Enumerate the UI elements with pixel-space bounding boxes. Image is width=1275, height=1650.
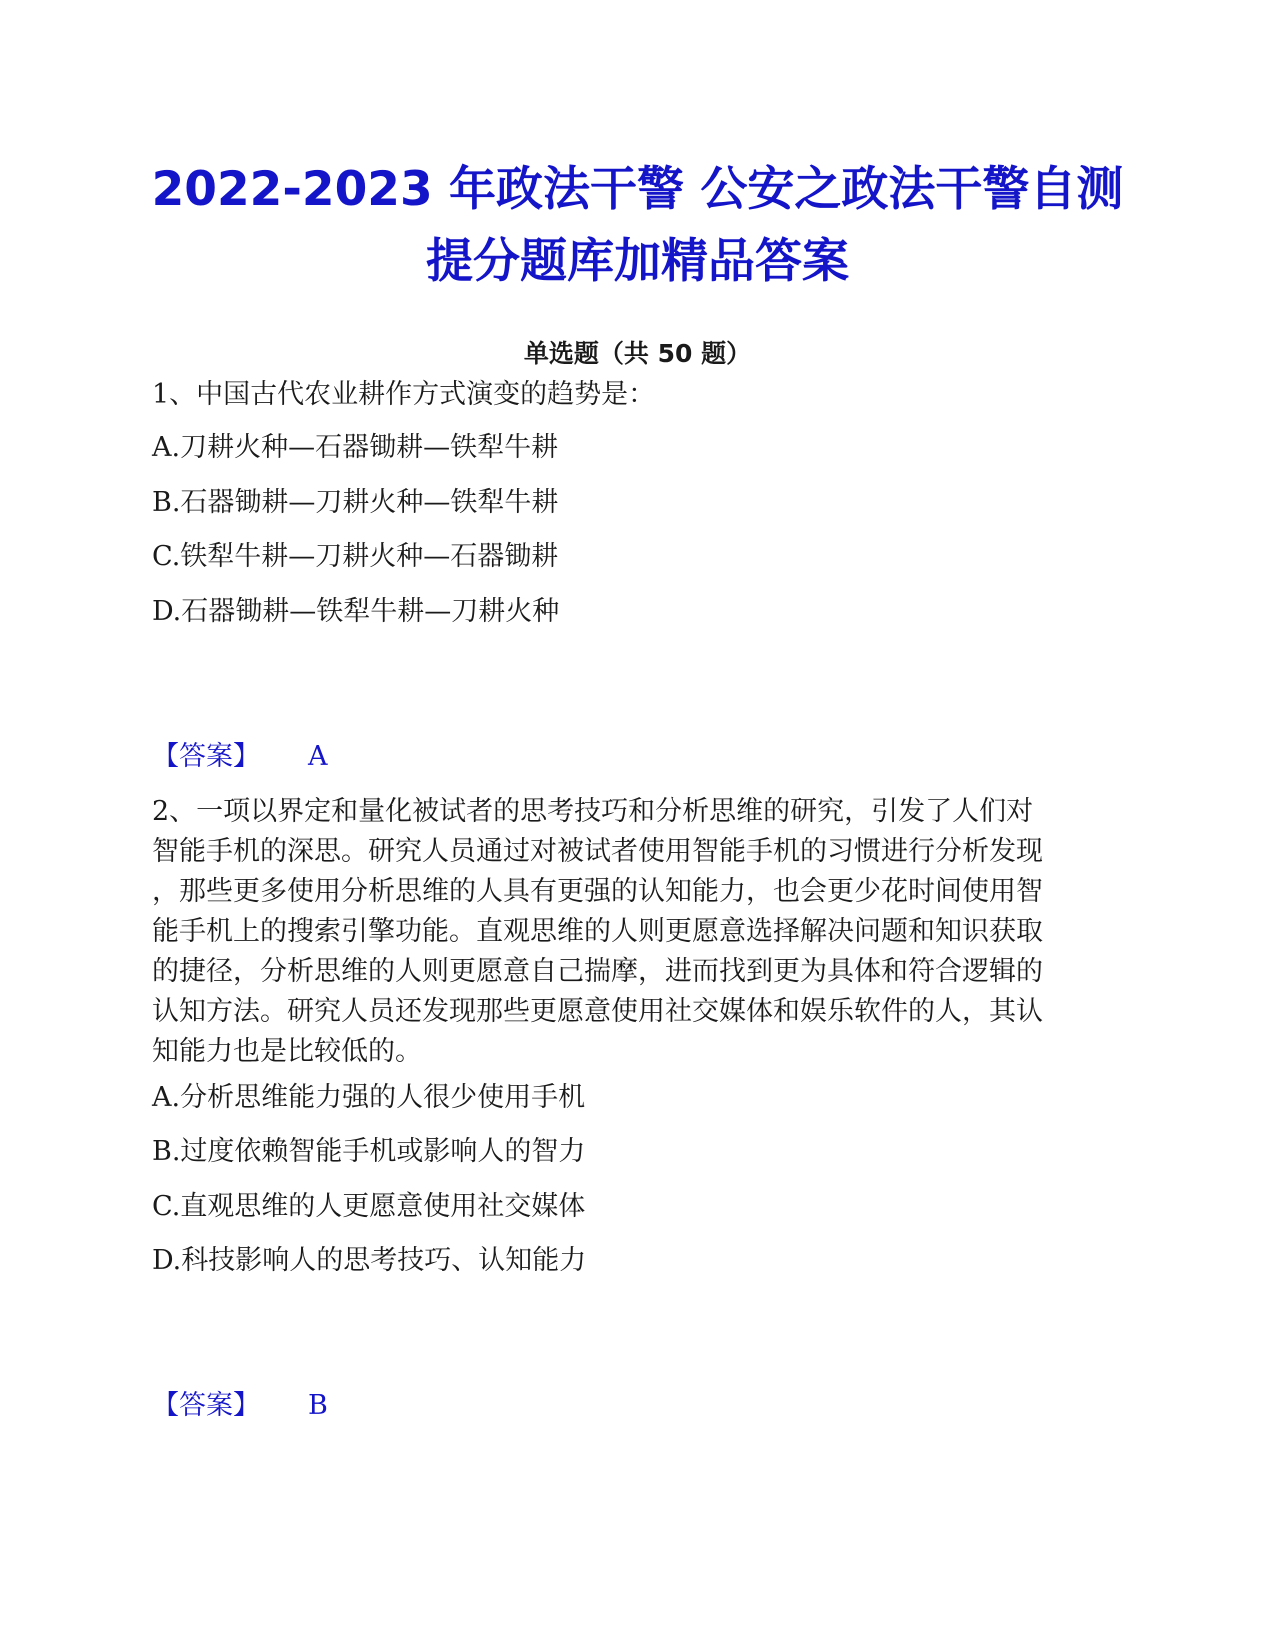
question-1-stem: 1、中国古代农业耕作方式演变的趋势是： xyxy=(152,379,656,410)
question-2-option-b: B.过度依赖智能手机或影响人的智力 xyxy=(152,1136,586,1167)
question-2-option-c: C.直观思维的人更愿意使用社交媒体 xyxy=(152,1191,586,1222)
question-1-option-b: B.石器锄耕—刀耕火种—铁犁牛耕 xyxy=(152,487,559,518)
answer-value: B xyxy=(308,1390,328,1421)
answer-label: 【答案】 xyxy=(152,1390,260,1421)
question-2-stem xyxy=(152,792,1112,1072)
question-2-answer xyxy=(152,1390,328,1422)
question-2-stem-line: 能手机上的搜索引擎功能。直观思维的人则更愿意选择解决问题和知识获取 xyxy=(152,916,1043,947)
document-title-line-1: 2022-2023 年政法干警 公安之政法干警自测 xyxy=(151,162,1124,217)
question-2-stem-line: ，那些更多使用分析思维的人具有更强的认知能力，也会更少花时间使用智 xyxy=(152,876,1043,907)
question-2-option-a: A.分析思维能力强的人很少使用手机 xyxy=(152,1082,586,1113)
question-1-option-a: A.刀耕火种—石器锄耕—铁犁牛耕 xyxy=(152,432,559,463)
document-title-line-2: 提分题库加精品答案 xyxy=(426,234,849,289)
question-2-stem-line: 智能手机的深思。研究人员通过对被试者使用智能手机的习惯进行分析发现 xyxy=(152,836,1043,867)
question-1-option-d: D.石器锄耕—铁犁牛耕—刀耕火种 xyxy=(152,596,560,627)
answer-value: A xyxy=(308,741,328,772)
question-2-option-d: D.科技影响人的思考技巧、认知能力 xyxy=(152,1245,587,1276)
question-1-option-c: C.铁犁牛耕—刀耕火种—石器锄耕 xyxy=(152,541,559,572)
question-2-stem-line: 2、一项以界定和量化被试者的思考技巧和分析思维的研究，引发了人们对 xyxy=(152,796,1034,827)
answer-label: 【答案】 xyxy=(152,741,260,772)
question-2-stem-line: 认知方法。研究人员还发现那些更愿意使用社交媒体和娱乐软件的人，其认 xyxy=(152,996,1043,1027)
question-1-answer xyxy=(152,741,328,773)
section-heading: 单选题（共 50 题） xyxy=(523,339,752,368)
question-2-stem-line: 的捷径，分析思维的人则更愿意自己揣摩，进而找到更为具体和符合逻辑的 xyxy=(152,956,1043,987)
question-2-stem-line: 知能力也是比较低的。 xyxy=(152,1036,422,1067)
